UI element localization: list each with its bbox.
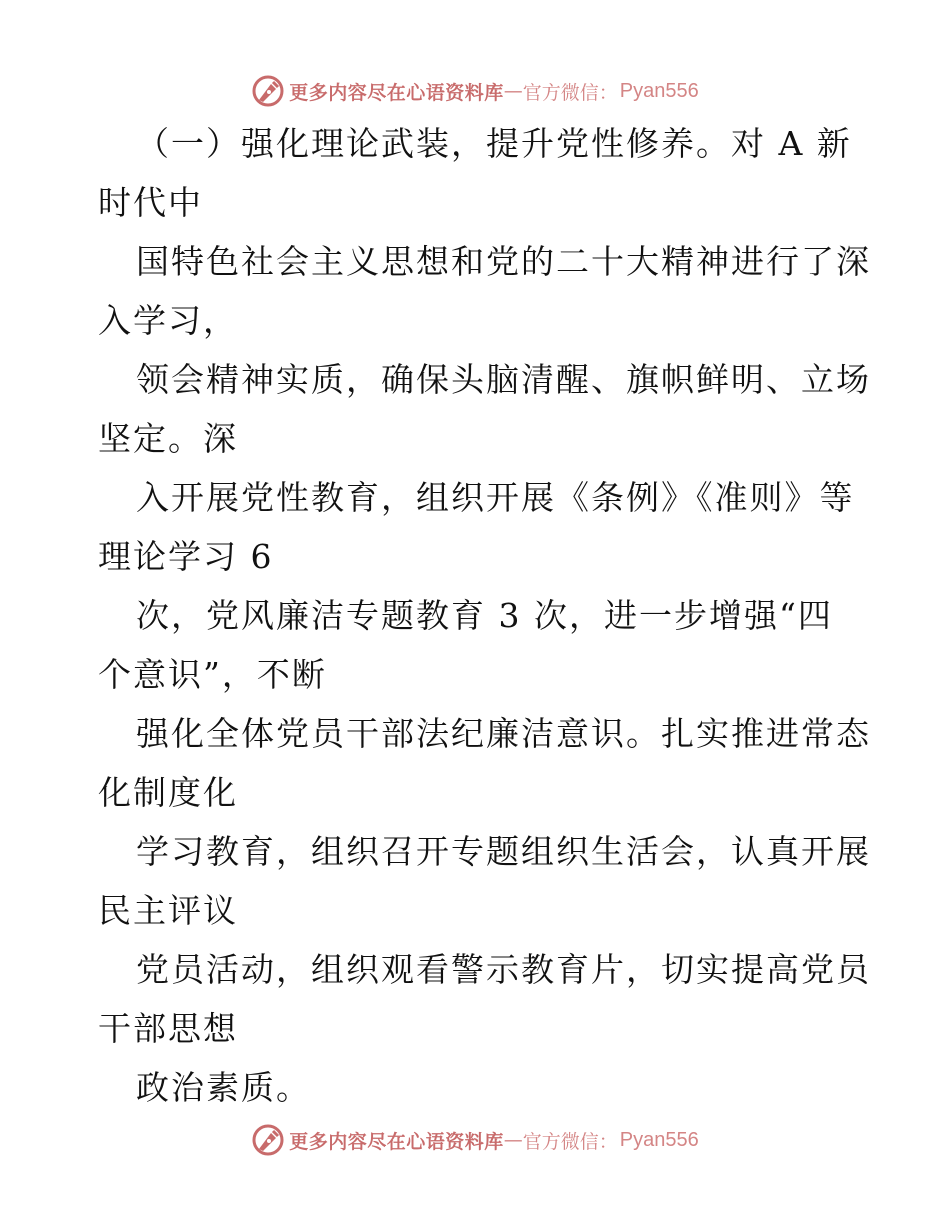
text-line: 学习教育，组织召开专题组织生活会，认真开展 (136, 832, 871, 871)
text-line: 时代中 (98, 183, 203, 222)
watermark-site-name: 更多内容尽在心语资料库 (289, 1130, 504, 1153)
watermark-site-name: 更多内容尽在心语资料库 (289, 81, 504, 104)
watermark-account-label: 官方微信： (522, 1130, 618, 1153)
watermark-dash: — (503, 1129, 523, 1151)
text-line: 领会精神实质，确保头脑清醒、旗帜鲜明、立场 (136, 360, 871, 399)
text-line: 坚定。深 (98, 419, 238, 458)
text-line: 入学习， (98, 301, 238, 340)
watermark-footer (0, 1120, 950, 1160)
watermark-handle: Pyan556 (619, 1128, 699, 1151)
text-line: 化制度化 (98, 773, 238, 812)
text-line: 强化全体党员干部法纪廉洁意识。扎实推进常态 (136, 714, 871, 753)
text-line: 个意识”，不断 (98, 655, 327, 694)
text-line: （一）强化理论武装，提升党性修养。对 A 新 (136, 124, 852, 163)
watermark-header (0, 71, 950, 111)
text-line: 干部思想 (98, 1009, 238, 1048)
pen-nib-logo-icon (251, 1123, 285, 1157)
text-line: 党员活动，组织观看警示教育片，切实提高党员 (136, 950, 871, 989)
watermark-handle: Pyan556 (619, 79, 699, 102)
watermark-dash: — (503, 80, 523, 102)
text-line: 政治素质。 (136, 1068, 311, 1107)
pen-nib-logo-icon (251, 74, 285, 108)
text-line: 民主评议 (98, 891, 238, 930)
text-line: 理论学习 6 (98, 537, 274, 576)
text-line: 入开展党性教育，组织开展《条例》《准则》等 (136, 478, 855, 517)
text-line: 国特色社会主义思想和党的二十大精神进行了深 (136, 242, 871, 281)
watermark-account-label: 官方微信： (522, 81, 618, 104)
text-line: 次，党风廉洁专题教育 3 次，进一步增强“四 (136, 596, 833, 635)
